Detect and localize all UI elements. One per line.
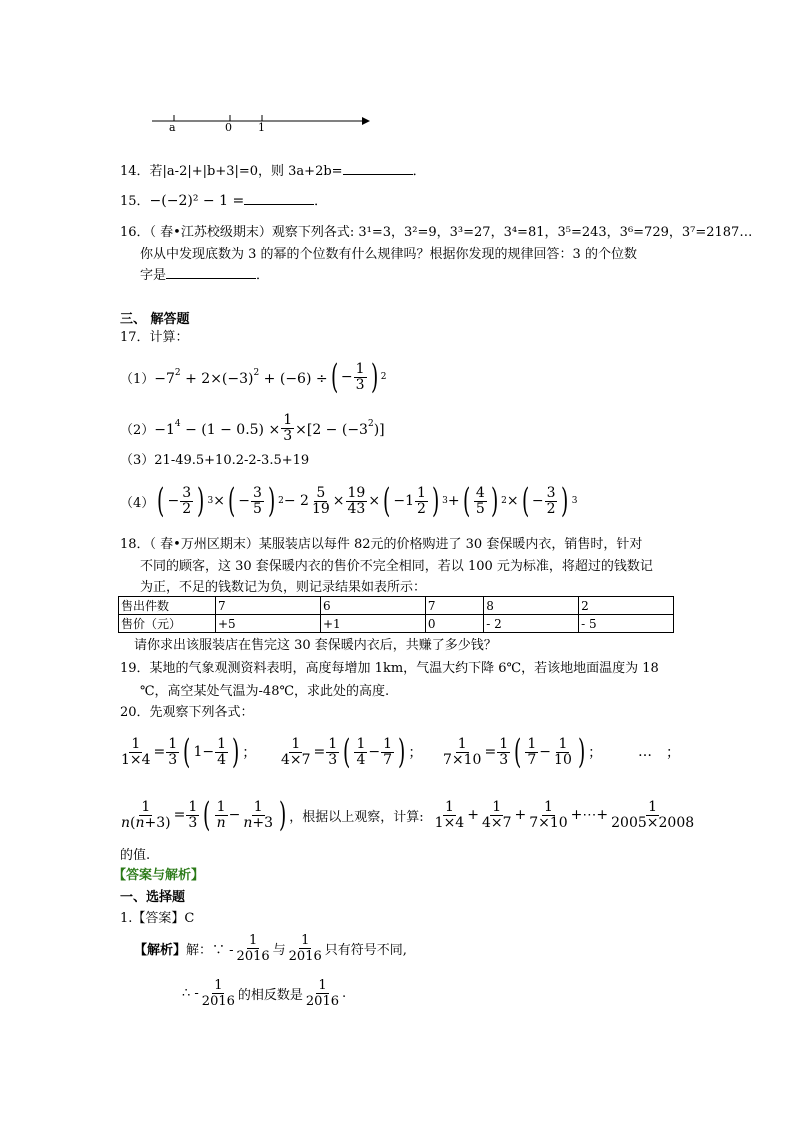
question-16-line2: 你从中发现底数为 3 的幂的个位数有什么规律吗？根据你发现的规律回答：3 的个位数 xyxy=(140,247,637,262)
number-line-label-0: 0 xyxy=(225,121,232,134)
table-row: 售出件数 7 6 7 8 2 xyxy=(119,597,674,615)
q20-formula-row1: $\frac{1}{1\times 4}$ = $\frac{1}{3}$ ( 1− $\frac{1}{4}$ ) ； $\frac{1}{4\times 7}$ = $\frac{1}{3}$ ( $\frac{1}{4}$ − $\frac{1}{7}$ ) ； $\frac{1}{7\times 10}$ = $\frac{1}{3}$ ( $\frac{1}{7}$ − $\frac{1}{10}$ ) ； … ； xyxy=(121,732,680,772)
question-16-line3: 字是 ． xyxy=(140,268,270,283)
answer-1-conclusion: ∴ - $\frac{1}{2016}$ 的相反数是 $\frac{1}{2016}$ . xyxy=(182,977,347,1009)
question-19-line2: ℃，高空某处气温为-48℃，求此处的高度. xyxy=(140,684,390,699)
number-line-label-a: a xyxy=(169,121,176,134)
answer-blank xyxy=(244,204,314,205)
question-16: 16．（ 春•江苏校级期末）观察下列各式: 3¹=3，3²=9，3³=27，3⁴=81，3⁵=243，3⁶=729，3⁷=2187… xyxy=(120,225,753,240)
answers-heading: 【答案与解析】 xyxy=(113,868,205,883)
number-line-label-1: 1 xyxy=(258,121,265,134)
question-17-title: 17．计算： xyxy=(120,330,189,345)
q20-formula-row2: $\frac{1}{n(n+3)}$ = $\frac{1}{3}$ ( $\frac{1}{n}$ − $\frac{1}{n+3}$ ) ，根据以上观察，计算: $\frac{1}{1\times 4}$ + $\frac{1}{4\times 7}$ + $\frac{1}{7\times 10}$ +⋯+ $\frac{1}{2005\times 2008}$ xyxy=(121,795,695,835)
question-14: 14．若|a-2|+|b+3|=0，则 3a+2b= ． xyxy=(120,164,426,179)
sales-table xyxy=(118,596,674,633)
question-15: 15．−(−2)² − 1 = ． xyxy=(120,193,328,209)
question-20-end: 的值. xyxy=(120,848,151,863)
answer-1-analysis: 【解析】 解：∵ - $\frac{1}{2016}$ 与 $\frac{1}{2016}$ 只有符号不同, xyxy=(134,932,407,964)
answers-section-1: 一、选择题 xyxy=(120,890,186,905)
question-18-line3: 为正，不足的钱数记为负，则记录结果如表所示： xyxy=(140,580,427,595)
table-row: 售价（元） +5 +1 0 - 2 - 5 xyxy=(119,615,674,633)
answer-blank xyxy=(166,278,256,279)
answer-blank xyxy=(343,174,413,175)
question-18-line1: 18．（ 春•万州区期末）某服装店以每件 82元的价格购进了 30 套保暖内衣，销售时，针对 xyxy=(120,537,643,552)
q17-part1: （1） $-7^2 + 2\times(-3)^2 + (-6)$ ÷ ( − $\frac{1}{3}$ ) 2 xyxy=(120,357,387,397)
q17-part4: （4） ( − $\frac{3}{2}$ ) 3 × ( − $\frac{3}{5}$ ) 2 − 2 $\frac{5}{19}$ × $\frac{19}{43}$ × ( −1 $\frac{1}{2}$ ) 3 + ( $\frac{4}{5}$ ) 2 × ( − $\frac{3}{2}$ ) 3 xyxy=(120,481,578,521)
question-19-line1: 19．某地的气象观测资料表明，高度每增加 1km，气温大约下降 6℃，若该地地面温度为 18 xyxy=(120,661,659,676)
question-18-question: 请你求出该服装店在售完这 30 套保暖内衣后，共赚了多少钱？ xyxy=(134,638,497,653)
q17-part2: （2） $-1^4 - (1 - 0.5)$ × $\frac{1}{3}$ $\times[2 - (-3^2)]$ xyxy=(120,411,385,444)
section-3-title: 三、 解答题 xyxy=(120,312,190,327)
q17-part3: （3）21-49.5+10.2-2-3.5+19 xyxy=(120,453,310,468)
question-20-title: 20．先观察下列各式： xyxy=(120,705,254,720)
question-18-line2: 不同的顾客，这 30 套保暖内衣的售价不完全相同，若以 100 元为标准，将超过的钱数记 xyxy=(140,559,653,574)
answer-1: 1.【答案】C xyxy=(120,911,195,926)
